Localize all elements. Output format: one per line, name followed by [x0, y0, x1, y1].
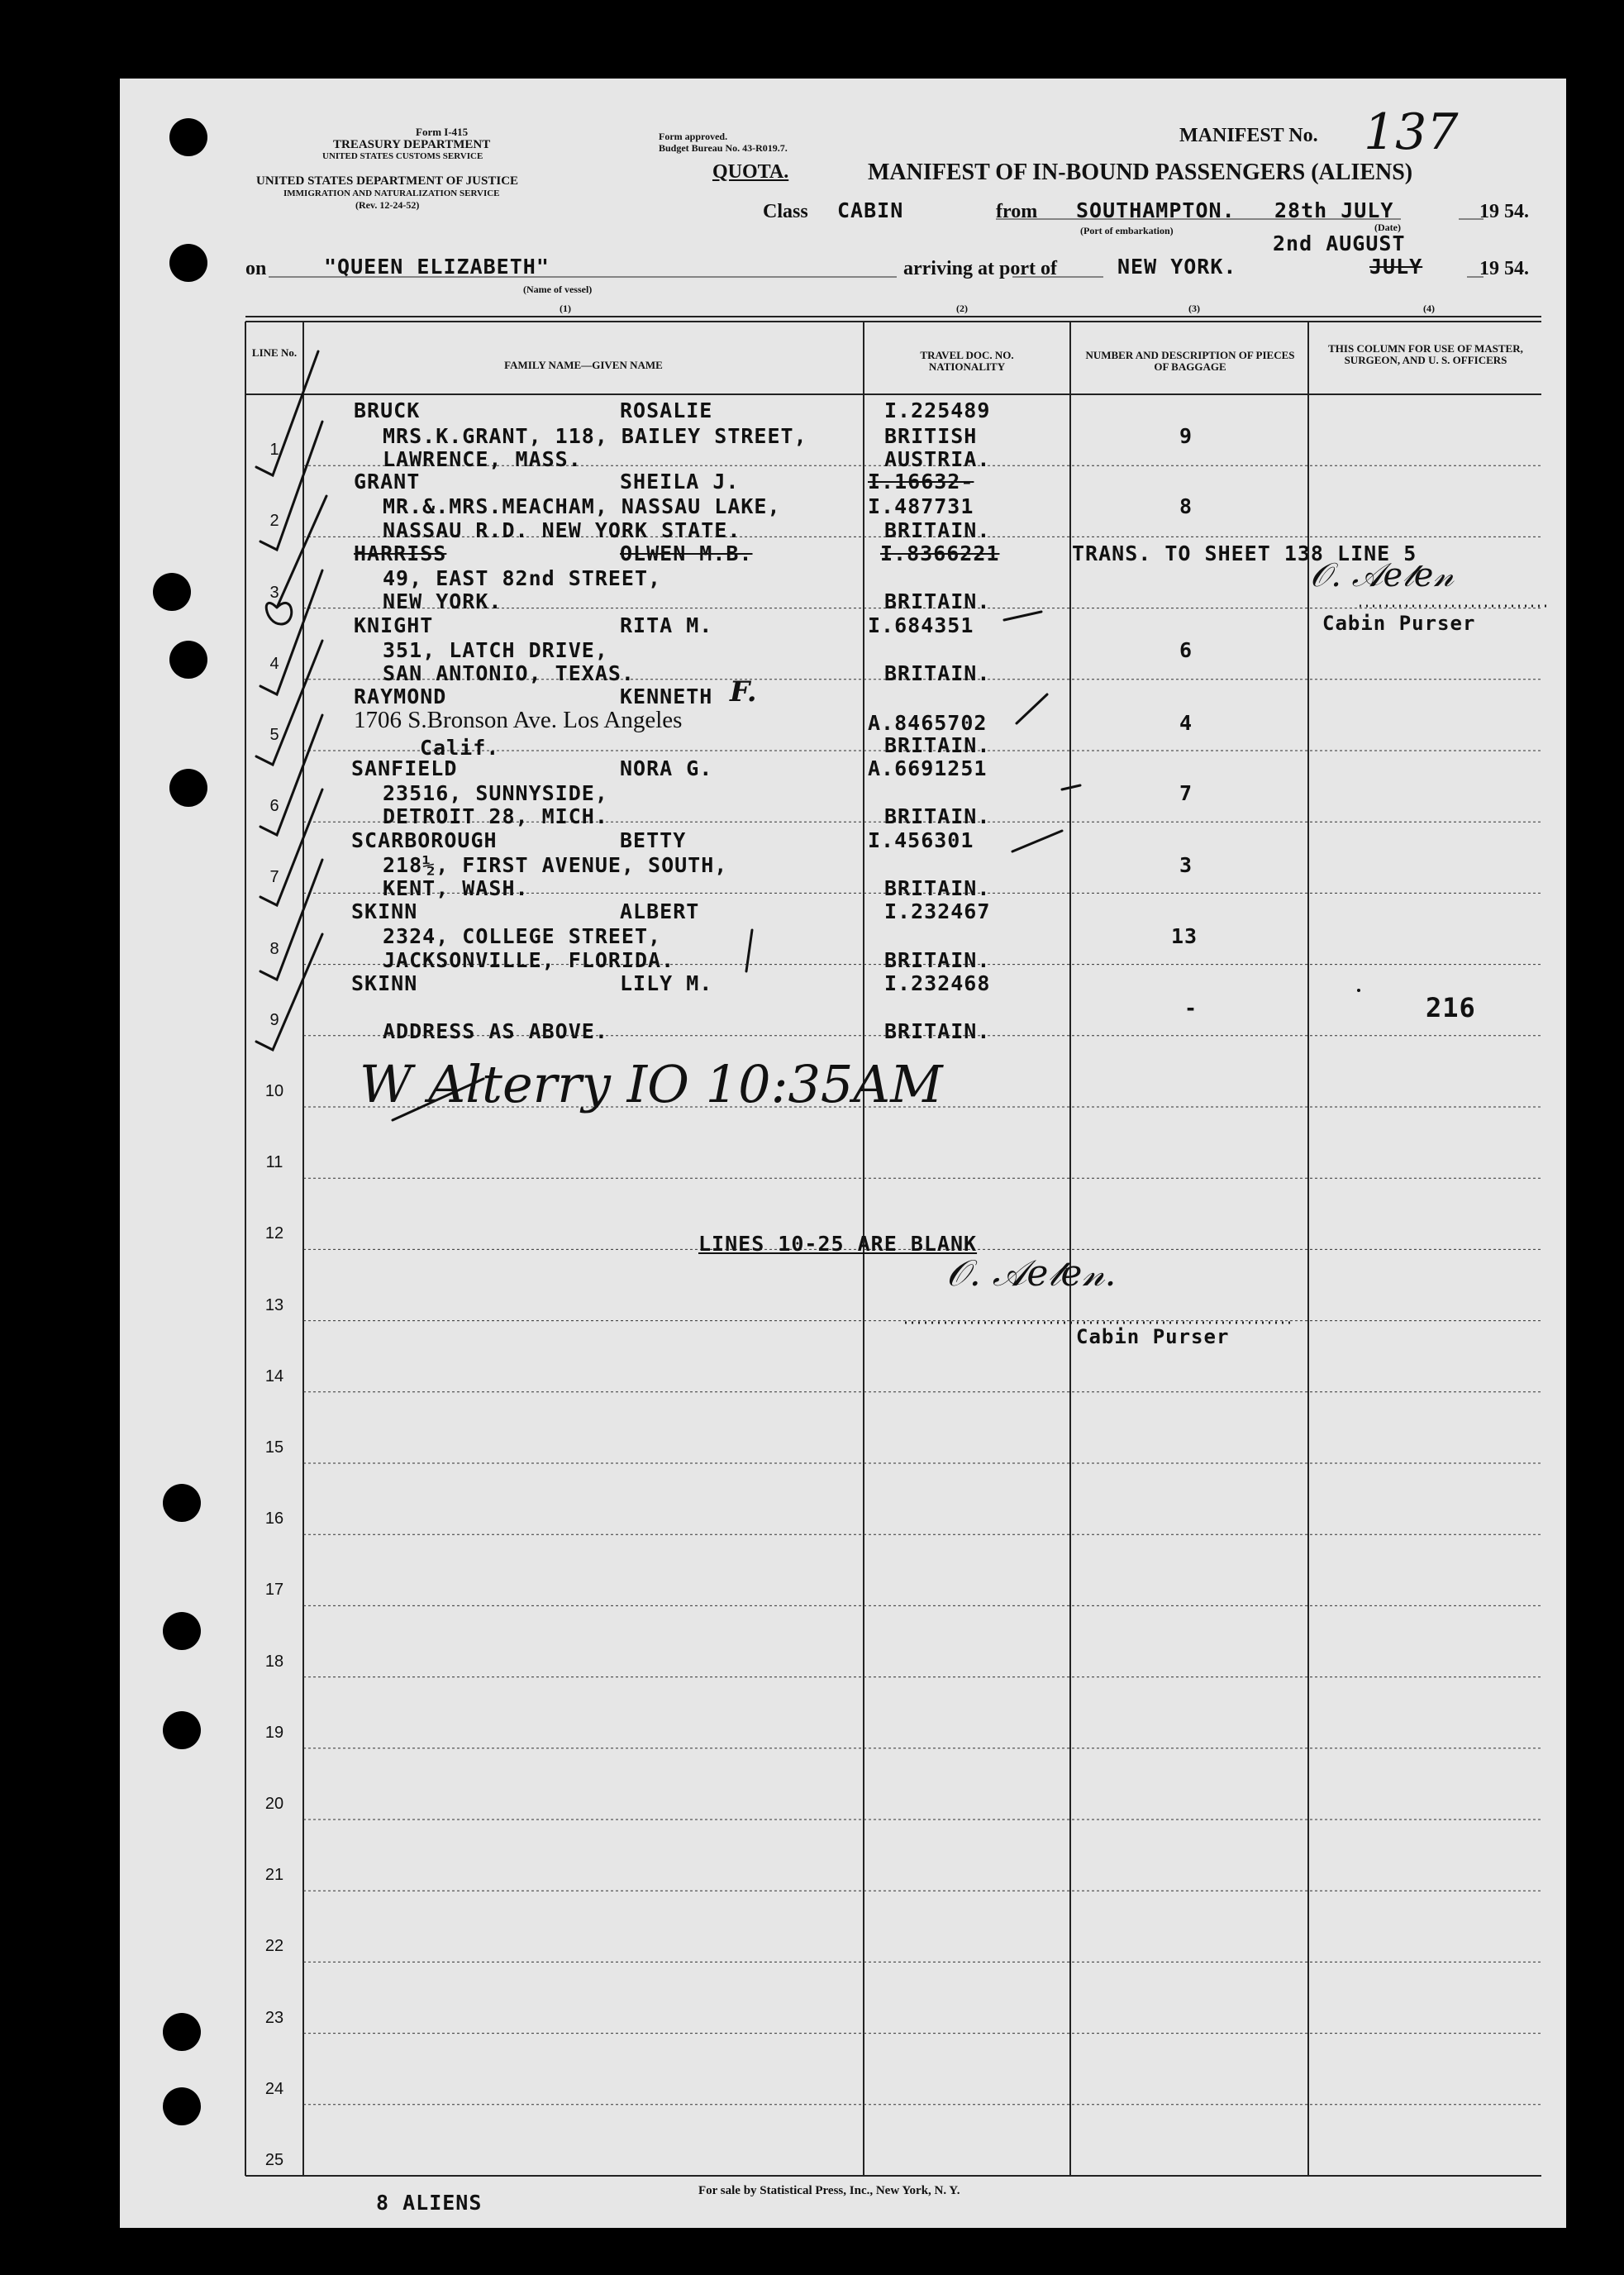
passenger-7-family: SCARBOROUGH [351, 828, 498, 852]
passenger-1-addr2: LAWRENCE, MASS. [383, 447, 582, 471]
quota-label: QUOTA. [712, 161, 789, 183]
check-mark-7 [260, 789, 322, 905]
passenger-3-family: HARRISS [354, 541, 447, 565]
line-number: 18 [264, 1652, 284, 1671]
line-number: 13 [264, 1295, 284, 1314]
manifest-title: MANIFEST OF IN-BOUND PASSENGERS (ALIENS) [868, 160, 1413, 185]
purser-signature-2: 𝒪. 𝒜𝑒𝓉𝑒𝓃. [946, 1252, 1117, 1295]
line-number: 14 [264, 1366, 284, 1386]
manifest-no-label: MANIFEST No. [1179, 125, 1318, 146]
from-label: from [996, 201, 1038, 222]
vessel-label: (Name of vessel) [523, 284, 593, 295]
passenger-2-bags: 8 [1179, 494, 1193, 518]
passenger-7-bags: 3 [1179, 853, 1193, 877]
check-mark-4 [260, 570, 322, 694]
line-number: 20 [264, 1795, 284, 1813]
passenger-3-nat: BRITAIN. [884, 589, 991, 613]
passenger-2-addr2: NASSAU R.D. NEW YORK STATE. [383, 518, 741, 542]
year-1: 19 54. [1479, 201, 1529, 222]
passenger-6-doc: A.6691251 [868, 756, 988, 780]
passenger-2-family: GRANT [354, 470, 421, 494]
class-label: Class [763, 201, 808, 222]
passenger-7-addr2: KENT, WASH. [383, 876, 529, 900]
col-num-1: (1) [560, 303, 571, 314]
check-mark-6 [260, 715, 322, 835]
department-of-justice: UNITED STATES DEPARTMENT OF JUSTICE [256, 174, 519, 188]
inspector-stamp: W Alterry IO 10:35AM [360, 1054, 943, 1114]
passenger-1-doc: I.225489 [884, 398, 991, 422]
budget-bureau: Budget Bureau No. 43-R019.7. [659, 142, 788, 154]
header-name: FAMILY NAME—GIVEN NAME [504, 359, 663, 371]
col-num-4: (4) [1423, 303, 1435, 314]
passenger-8-nat: BRITAIN. [884, 948, 991, 972]
passenger-5-addr2: Calif. [420, 736, 500, 760]
line-number: 10 [264, 1082, 284, 1100]
manifest-sheet [120, 79, 1566, 2228]
on-label: on [245, 258, 267, 279]
passenger-6-nat: BRITAIN. [884, 804, 991, 828]
passenger-8-doc: I.232467 [884, 899, 991, 923]
col-num-2: (2) [956, 303, 968, 314]
passenger-5-doc: A.8465702 [868, 711, 988, 735]
passenger-7-doc: I.456301 [868, 828, 974, 852]
passenger-8-addr2: JACKSONVILLE, FLORIDA. [383, 948, 675, 972]
passenger-1-nat2: AUSTRIA. [884, 447, 991, 471]
passenger-7-given: BETTY [620, 828, 687, 852]
passenger-9-given: LILY M. [620, 971, 713, 995]
line-number: 24 [264, 2079, 284, 2098]
passenger-5-addr1: 1706 S.Bronson Ave. Los Angeles [354, 707, 683, 733]
passenger-3-transfer: TRANS. TO SHEET 138 LINE 5 [1072, 541, 1417, 565]
ins: IMMIGRATION AND NATURALIZATION SERVICE [283, 188, 500, 198]
line-number: 2 [269, 512, 279, 531]
class-value: CABIN [837, 198, 904, 222]
passenger-8-given: ALBERT [620, 899, 700, 923]
treasury-department: TREASURY DEPARTMENT [333, 138, 491, 151]
purser-title-2: Cabin Purser [1076, 1325, 1230, 1348]
year-2: 19 54. [1479, 258, 1529, 279]
passenger-3-given: OLWEN M.B. [620, 541, 753, 565]
check-mark-3 [266, 496, 326, 624]
passenger-8-bags: 13 [1171, 924, 1198, 948]
line-number: 21 [264, 1866, 284, 1885]
passenger-1-family: BRUCK [354, 398, 421, 422]
passenger-1-given: ROSALIE [620, 398, 713, 422]
date-1: 28th JULY [1274, 198, 1394, 222]
header-line-no: LINE No. [251, 346, 298, 359]
passenger-9-addr1: ADDRESS AS ABOVE. [383, 1019, 608, 1043]
check-mark-8 [260, 860, 322, 980]
port-embarkation-label: (Port of embarkation) [1080, 225, 1174, 236]
form-approved: Form approved. [659, 131, 728, 142]
officer-mark-dot [1357, 989, 1360, 992]
passenger-1-bags: 9 [1179, 424, 1193, 448]
line-number: 22 [264, 1937, 284, 1956]
line-number: 5 [269, 726, 279, 744]
tick-7 [1012, 831, 1062, 851]
header-baggage: NUMBER AND DESCRIPTION OF PIECES OF BAGGAGE [1085, 349, 1295, 373]
line-number: 4 [269, 654, 279, 673]
passenger-2-nat: BRITAIN. [884, 518, 991, 542]
tick-6 [1062, 785, 1080, 789]
line-number: 19 [264, 1723, 284, 1742]
passenger-5-given: KENNETH [620, 684, 713, 708]
passenger-4-addr2: SAN ANTONIO, TEXAS. [383, 661, 635, 685]
passenger-5-family: RAYMOND [354, 684, 447, 708]
passenger-4-family: KNIGHT [354, 613, 434, 637]
passenger-4-given: RITA M. [620, 613, 713, 637]
passenger-6-addr1: 23516, SUNNYSIDE, [383, 781, 608, 805]
passenger-2-doc2: I.487731 [868, 494, 974, 518]
passenger-5-nat: BRITAIN. [884, 733, 991, 757]
tick-4 [1004, 612, 1041, 620]
line-number: 17 [264, 1581, 284, 1600]
line-number: 1 [269, 441, 279, 460]
check-mark-2 [260, 422, 322, 550]
tick-8 [746, 930, 752, 971]
customs-service: UNITED STATES CUSTOMS SERVICE [322, 151, 483, 161]
officer-note: 216 [1426, 992, 1476, 1023]
blank-lines-note: LINES 10-25 ARE BLANK [698, 1232, 978, 1256]
passenger-3-doc: I.8366221 [880, 541, 1000, 565]
passenger-7-addr1: 218½, FIRST AVENUE, SOUTH, [383, 853, 728, 877]
arrival-port: NEW YORK. [1117, 255, 1237, 279]
line-number: 6 [269, 797, 279, 816]
passenger-1-addr1: MRS.K.GRANT, 118, BAILEY STREET, [383, 424, 807, 448]
line-number: 8 [269, 939, 279, 958]
passenger-9-bags: - [1184, 996, 1198, 1020]
manifest-number: 137 [1364, 103, 1459, 161]
line-number: 25 [264, 2151, 284, 2169]
check-mark-9 [256, 934, 322, 1050]
purser-signature-1: 𝒪. 𝒜𝑒𝓉𝑒𝓃 [1310, 556, 1455, 594]
passenger-3-addr2: NEW YORK. [383, 589, 502, 613]
arriving-label: arriving at port of [903, 258, 1057, 279]
passenger-5-initial: F. [730, 675, 757, 708]
arrival-date-correction: 2nd AUGUST [1273, 231, 1406, 255]
passenger-3-addr1: 49, EAST 82nd STREET, [383, 566, 662, 590]
line-number: 9 [269, 1010, 279, 1029]
date-label: (Date) [1374, 222, 1401, 233]
passenger-8-addr1: 2324, COLLEGE STREET, [383, 924, 662, 948]
passenger-9-doc: I.232468 [884, 971, 991, 995]
stamp-underline [393, 1079, 483, 1120]
header-officers: THIS COLUMN FOR USE OF MASTER, SURGEON, AND U. S. OFFICERS [1328, 342, 1523, 366]
passenger-6-family: SANFIELD [351, 756, 458, 780]
passenger-6-addr2: DETROIT 28, MICH. [383, 804, 608, 828]
line-number: 3 [269, 583, 279, 602]
passenger-2-doc: I.16632- [868, 470, 974, 494]
passenger-6-given: NORA G. [620, 756, 713, 780]
passenger-2-given: SHEILA J. [620, 470, 740, 494]
passenger-7-nat: BRITAIN. [884, 876, 991, 900]
passenger-4-bags: 6 [1179, 638, 1193, 662]
arrival-date-struck: JULY [1369, 255, 1423, 279]
passenger-8-family: SKINN [351, 899, 418, 923]
passenger-4-addr1: 351, LATCH DRIVE, [383, 638, 608, 662]
aliens-count: 8 ALIENS [376, 2191, 483, 2215]
passenger-9-nat: BRITAIN. [884, 1019, 991, 1043]
passenger-5-bags: 4 [1179, 711, 1193, 735]
col-num-3: (3) [1188, 303, 1200, 314]
handwritten-marks [120, 79, 1566, 2228]
passenger-2-addr1: MR.&.MRS.MEACHAM, NASSAU LAKE, [383, 494, 781, 518]
purser-title-1: Cabin Purser [1322, 612, 1476, 635]
printer-note: For sale by Statistical Press, Inc., New York, N. Y. [698, 2184, 960, 2197]
from-value: SOUTHAMPTON. [1076, 198, 1236, 222]
passenger-9-family: SKINN [351, 971, 418, 995]
line-number: 15 [264, 1438, 284, 1457]
header-travel-doc: TRAVEL DOC. NO. NATIONALITY [920, 349, 1014, 373]
passenger-4-nat: BRITAIN. [884, 661, 991, 685]
passenger-1-nat1: BRITISH [884, 424, 978, 448]
tick-5 [1017, 694, 1047, 723]
passenger-4-doc: I.684351 [868, 613, 974, 637]
form-number: Form I-415 [416, 126, 469, 138]
line-number: 11 [265, 1153, 283, 1172]
line-number: 23 [264, 2008, 284, 2027]
line-number: 16 [264, 1510, 284, 1529]
vessel-name: "QUEEN ELIZABETH" [324, 255, 550, 279]
line-number: 7 [269, 868, 279, 887]
passenger-6-bags: 7 [1179, 781, 1193, 805]
line-number: 12 [264, 1224, 284, 1243]
revision: (Rev. 12-24-52) [355, 199, 420, 211]
